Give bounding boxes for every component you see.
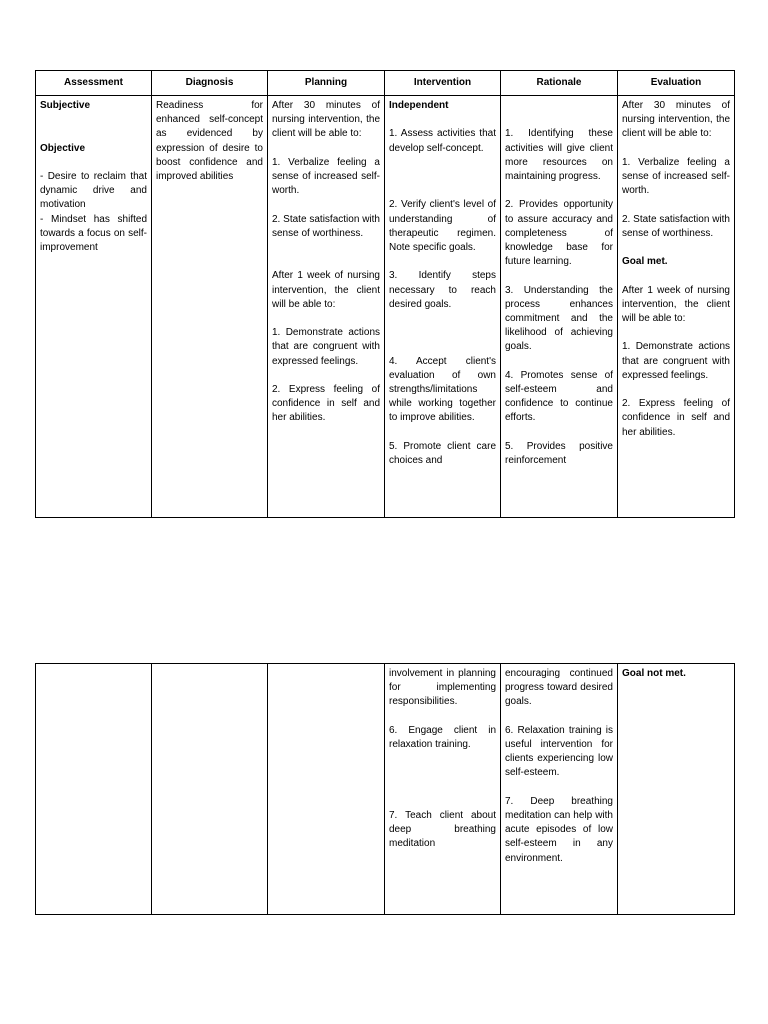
goal-met-label: Goal met. — [622, 256, 668, 268]
evaluation-intro: After 30 minutes of nursing intervention, the client will be able to: — [622, 100, 730, 140]
subjective-label: Subjective — [40, 100, 91, 111]
evaluation-item: 1. Verbalize feeling a sense of increased self-worth. — [622, 156, 730, 197]
evaluation-cell — [618, 96, 735, 518]
rationale-item: 5. Provides positive reinforcement — [505, 440, 613, 466]
evaluation-cell — [618, 664, 735, 915]
table-header-row — [36, 71, 735, 96]
planning-item: 2. Express feeling of confidence in self and her abilities. — [272, 383, 380, 424]
rationale-item: encouraging continued progress toward desired goals. — [505, 668, 613, 708]
evaluation-item: 1. Demonstrate actions that are congruent with expressed feelings. — [622, 341, 730, 381]
care-plan-table-page-1 — [35, 70, 735, 518]
diagnosis-cell — [152, 664, 268, 915]
diagnosis-cell — [152, 96, 268, 518]
intervention-item: 3. Identify steps necessary to reach desired goals. — [389, 270, 496, 310]
planning-item: 1. Demonstrate actions that are congruent with expressed feelings. — [272, 327, 380, 367]
care-plan-table-page-2 — [35, 663, 735, 915]
header-evaluation: Evaluation — [618, 71, 735, 96]
assessment-cell — [36, 664, 152, 915]
objective-label: Objective — [40, 142, 86, 154]
intervention-item: 2. Verify client's level of understanding of therapeutic regimen. Note specific goals. — [389, 199, 496, 253]
rationale-cell — [501, 664, 618, 915]
header-assessment: Assessment — [36, 71, 152, 96]
evaluation-intro: After 1 week of nursing intervention, the client will be able to: — [622, 284, 730, 324]
intervention-item: involvement in planning for implementing responsibilities. — [389, 668, 496, 708]
header-rationale: Rationale — [501, 71, 618, 96]
rationale-item: 3. Understanding the process enhances commitment and the likelihood of achieving goals. — [505, 284, 613, 353]
assessment-item: - Mindset has shifted towards a focus on self-improvement — [40, 213, 147, 253]
goal-not-met-label: Goal not met. — [622, 668, 686, 679]
intervention-item: 4. Accept client's evaluation of own strengths/limitations while working together to improve abilities. — [389, 355, 496, 424]
rationale-item: 4. Promotes sense of self-esteem and confidence to continue efforts. — [505, 369, 613, 424]
intervention-label: Independent — [389, 100, 449, 111]
intervention-item: 1. Assess activities that develop self-concept. — [389, 128, 496, 154]
table-row — [36, 664, 735, 915]
evaluation-item: 2. State satisfaction with sense of worthiness. — [622, 213, 730, 239]
planning-item: 1. Verbalize feeling a sense of increased self-worth. — [272, 156, 380, 197]
intervention-item: 7. Teach client about deep breathing meditation — [389, 810, 496, 850]
diagnosis-text: Readiness for enhanced self-concept as evidenced by expression of desire to boost confidence and improved abilities — [156, 100, 263, 183]
planning-cell — [268, 96, 385, 518]
header-diagnosis: Diagnosis — [152, 71, 268, 96]
intervention-item: 5. Promote client care choices and — [389, 440, 496, 466]
assessment-cell — [36, 96, 152, 518]
planning-cell — [268, 664, 385, 915]
planning-item: After 30 minutes of nursing intervention, the client will be able to: — [272, 100, 380, 140]
assessment-item: - Desire to reclaim that dynamic drive and motivation — [40, 170, 147, 211]
table-row — [36, 96, 735, 518]
rationale-item: 6. Relaxation training is useful intervention for clients experiencing low self-esteem. — [505, 724, 613, 779]
rationale-cell — [501, 96, 618, 518]
rationale-item: 7. Deep breathing meditation can help with acute episodes of low self-esteem in any environment. — [505, 795, 613, 864]
intervention-cell — [385, 664, 501, 915]
evaluation-item: 2. Express feeling of confidence in self and her abilities. — [622, 398, 730, 438]
header-intervention: Intervention — [385, 71, 501, 96]
rationale-item: 1. Identifying these activities will give client more resources on maintaining progress. — [505, 128, 613, 182]
intervention-item: 6. Engage client in relaxation training. — [389, 724, 496, 750]
planning-item: 2. State satisfaction with sense of worthiness. — [272, 213, 380, 239]
header-planning: Planning — [268, 71, 385, 96]
intervention-cell — [385, 96, 501, 518]
planning-item: After 1 week of nursing intervention, the client will be able to: — [272, 270, 380, 310]
rationale-item: 2. Provides opportunity to assure accuracy and completeness of knowledge base for future learning. — [505, 199, 613, 268]
